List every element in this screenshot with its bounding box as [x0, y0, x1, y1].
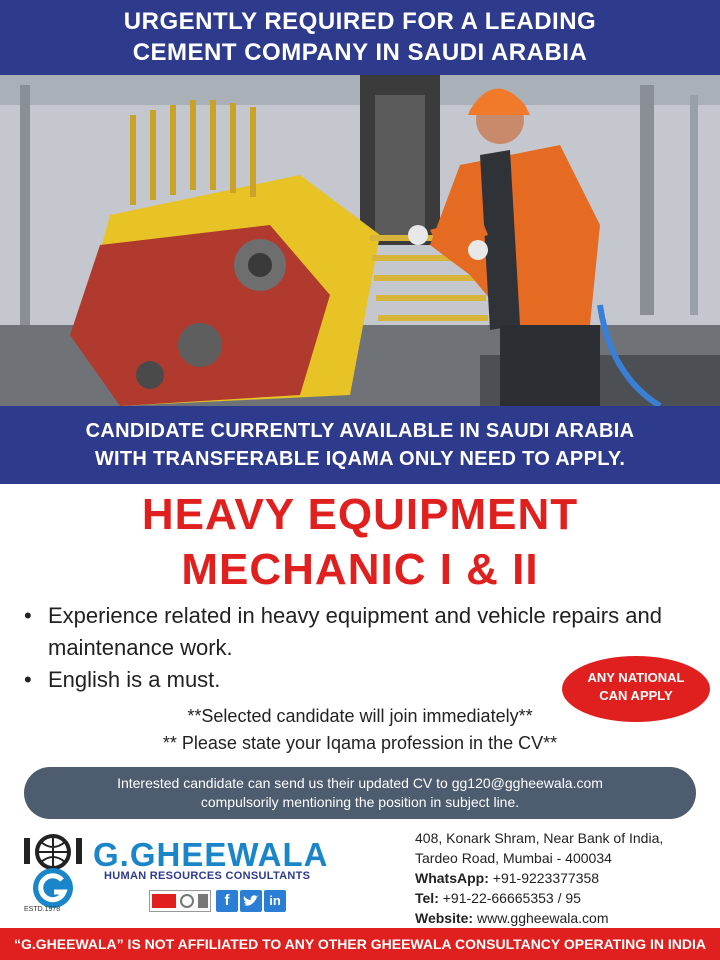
tel-label: Tel:	[415, 890, 439, 906]
mechanic-photo	[0, 75, 720, 406]
iqama-profession-note: ** Please state your Iqama profession in the CV**	[162, 733, 558, 753]
twitter-icon[interactable]	[240, 890, 262, 912]
job-title-line-1: HEAVY EQUIPMENT	[141, 490, 579, 539]
website-label: Website:	[415, 910, 474, 926]
eligibility-line-2: WITH TRANSFERABLE IQAMA ONLY NEED TO APPLY.	[94, 448, 626, 470]
eligibility-banner	[0, 406, 720, 484]
certification-logos	[149, 890, 211, 912]
linkedin-icon[interactable]: in	[264, 890, 286, 912]
header-line-1: URGENTLY REQUIRED FOR A LEADING	[123, 8, 597, 35]
header-line-2: CEMENT COMPANY IN SAUDI ARABIA	[132, 39, 588, 66]
badge-line-1: ANY NATIONAL	[587, 670, 685, 685]
apply-line-2: compulsorily mentioning the position in subject line.	[200, 794, 520, 810]
job-title-line-2: MECHANIC I & II	[181, 545, 539, 594]
disclaimer-banner: “G.GHEEWALA” IS NOT AFFILIATED TO ANY OTHER GHEEWALA CONSULTANCY OPERATING IN INDIA	[0, 928, 720, 960]
apply-instructions	[24, 767, 696, 819]
whatsapp-row	[415, 868, 715, 888]
facebook-icon[interactable]: f	[216, 890, 238, 912]
join-immediately-note: **Selected candidate will join immediately**	[187, 706, 533, 726]
website-link[interactable]: www.ggheewala.com	[476, 910, 609, 926]
company-name: G.GHEEWALA	[93, 836, 329, 873]
cert-mark-icon	[198, 894, 208, 908]
established-year: ESTD.1978	[24, 906, 61, 913]
apply-line-1[interactable]: Interested candidate can send us their updated CV to gg120@ggheewala.com	[117, 775, 603, 791]
whatsapp-label: WhatsApp:	[415, 870, 489, 886]
tel-number[interactable]: +91-22-66665353 / 95	[442, 890, 581, 906]
top-banner	[0, 0, 720, 75]
requirement-item: • English is a must.	[24, 664, 704, 696]
tel-row	[415, 888, 715, 908]
company-tagline: HUMAN RESOURCES CONSULTANTS	[104, 870, 311, 882]
address-line-2: Tardeo Road, Mumbai - 400034	[415, 850, 612, 866]
address-line-1: 408, Konark Shram, Near Bank of India,	[415, 830, 664, 846]
badge-line-2: CAN APPLY	[599, 688, 673, 703]
eligibility-line-1: CANDIDATE CURRENTLY AVAILABLE IN SAUDI ARABIA	[85, 420, 635, 442]
iso-seal-icon	[180, 894, 194, 908]
whatsapp-number[interactable]: +91-9223377358	[492, 870, 600, 886]
cert-logo-icon	[152, 894, 176, 908]
requirement-item: • Experience related in heavy equipment and vehicle repairs and maintenance work.	[24, 600, 704, 664]
contact-details	[415, 828, 715, 928]
workshop-illustration	[0, 75, 720, 406]
website-row	[415, 908, 715, 928]
